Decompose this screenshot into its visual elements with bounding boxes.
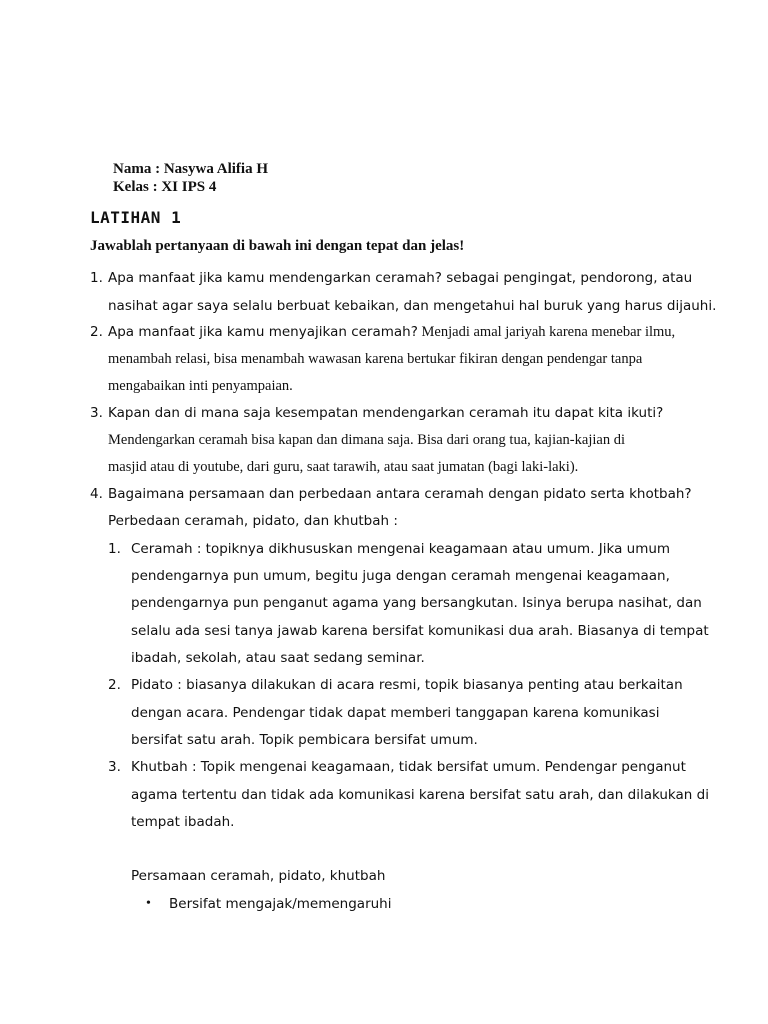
q2-answer-start: Menjadi amal jariyah karena menebar ilmu,: [417, 324, 676, 340]
instruction: Jawablah pertanyaan di bawah ini dengan tepat dan jelas!: [90, 238, 465, 254]
q2-line2: menambah relasi, bisa menambah wawasan karena bertukar fikiran dengan pendengar tanpa: [108, 351, 643, 367]
q4-item3-line2: agama tertentu dan tidak ada komunikasi karena bersifat satu arah, dan dilakukan di: [131, 787, 709, 803]
q4-item1-line5: ibadah, sekolah, atau saat sedang seminar.: [131, 650, 425, 666]
q4-diff-title: Perbedaan ceramah, pidato, dan khutbah :: [108, 513, 398, 529]
q1-line1: Apa manfaat jika kamu mendengarkan ceramah? sebagai pengingat, pendorong, atau: [108, 270, 693, 286]
q4-item3-line1: Khutbah : Topik mengenai keagamaan, tidak bersifat umum. Pendengar penganut: [131, 759, 686, 775]
q4-item1-line1: Ceramah : topiknya dikhususkan mengenai keagamaan atau umum. Jika umum: [131, 541, 671, 557]
q1-line2: nasihat agar saya selalu berbuat kebaikan, dan mengetahui hal buruk yang harus dijauhi.: [108, 298, 717, 314]
q2-number: 2.: [90, 324, 103, 340]
q4-question: Bagaimana persamaan dan perbedaan antara ceramah dengan pidato serta khotbah?: [108, 486, 692, 502]
q4-item1-line2: pendengarnya pun umum, begitu juga dengan ceramah mengenai keagamaan,: [131, 568, 670, 584]
q3-line2: Mendengarkan ceramah bisa kapan dan dimana saja. Bisa dari orang tua, kajian-kajian di: [108, 432, 625, 448]
student-class: Kelas : XI IPS 4: [113, 179, 217, 195]
q4-item2-line1: Pidato : biasanya dilakukan di acara resmi, topik biasanya penting atau berkaitan: [131, 677, 683, 693]
exercise-heading: LATIHAN 1: [90, 208, 182, 227]
q4-item1-line3: pendengarnya pun penganut agama yang bersangkutan. Isinya berupa nasihat, dan: [131, 595, 702, 611]
q4-item1-number: 1.: [108, 541, 121, 557]
bullet-icon: •: [146, 896, 151, 911]
student-name: Nama : Nasywa Alifia H: [113, 161, 268, 177]
student-identity: [113, 160, 268, 196]
q4-item2-line3: bersifat satu arah. Topik pembicara bersifat umum.: [131, 732, 478, 748]
q1-number: 1.: [90, 270, 103, 286]
q2-line1: [108, 324, 675, 341]
q2-question: Apa manfaat jika kamu menyajikan ceramah?: [108, 324, 418, 340]
q4-item3-number: 3.: [108, 759, 121, 775]
q3-line3: masjid atau di youtube, dari guru, saat tarawih, atau saat jumatan (bagi laki-laki).: [108, 459, 579, 475]
q4-item2-line2: dengan acara. Pendengar tidak dapat memberi tanggapan karena komunikasi: [131, 705, 660, 721]
q3-question: Kapan dan di mana saja kesempatan mendengarkan ceramah itu dapat kita ikuti?: [108, 405, 664, 421]
q4-item2-number: 2.: [108, 677, 121, 693]
q3-number: 3.: [90, 405, 103, 421]
q2-line3: mengabaikan inti penyampaian.: [108, 378, 293, 394]
q4-same-title: Persamaan ceramah, pidato, khutbah: [131, 868, 386, 884]
q4-item3-line3: tempat ibadah.: [131, 814, 235, 830]
q4-item1-line4: selalu ada sesi tanya jawab karena bersifat komunikasi dua arah. Biasanya di tempat: [131, 623, 709, 639]
q4-same-bullet1: Bersifat mengajak/memengaruhi: [169, 896, 392, 912]
q4-number: 4.: [90, 486, 103, 502]
